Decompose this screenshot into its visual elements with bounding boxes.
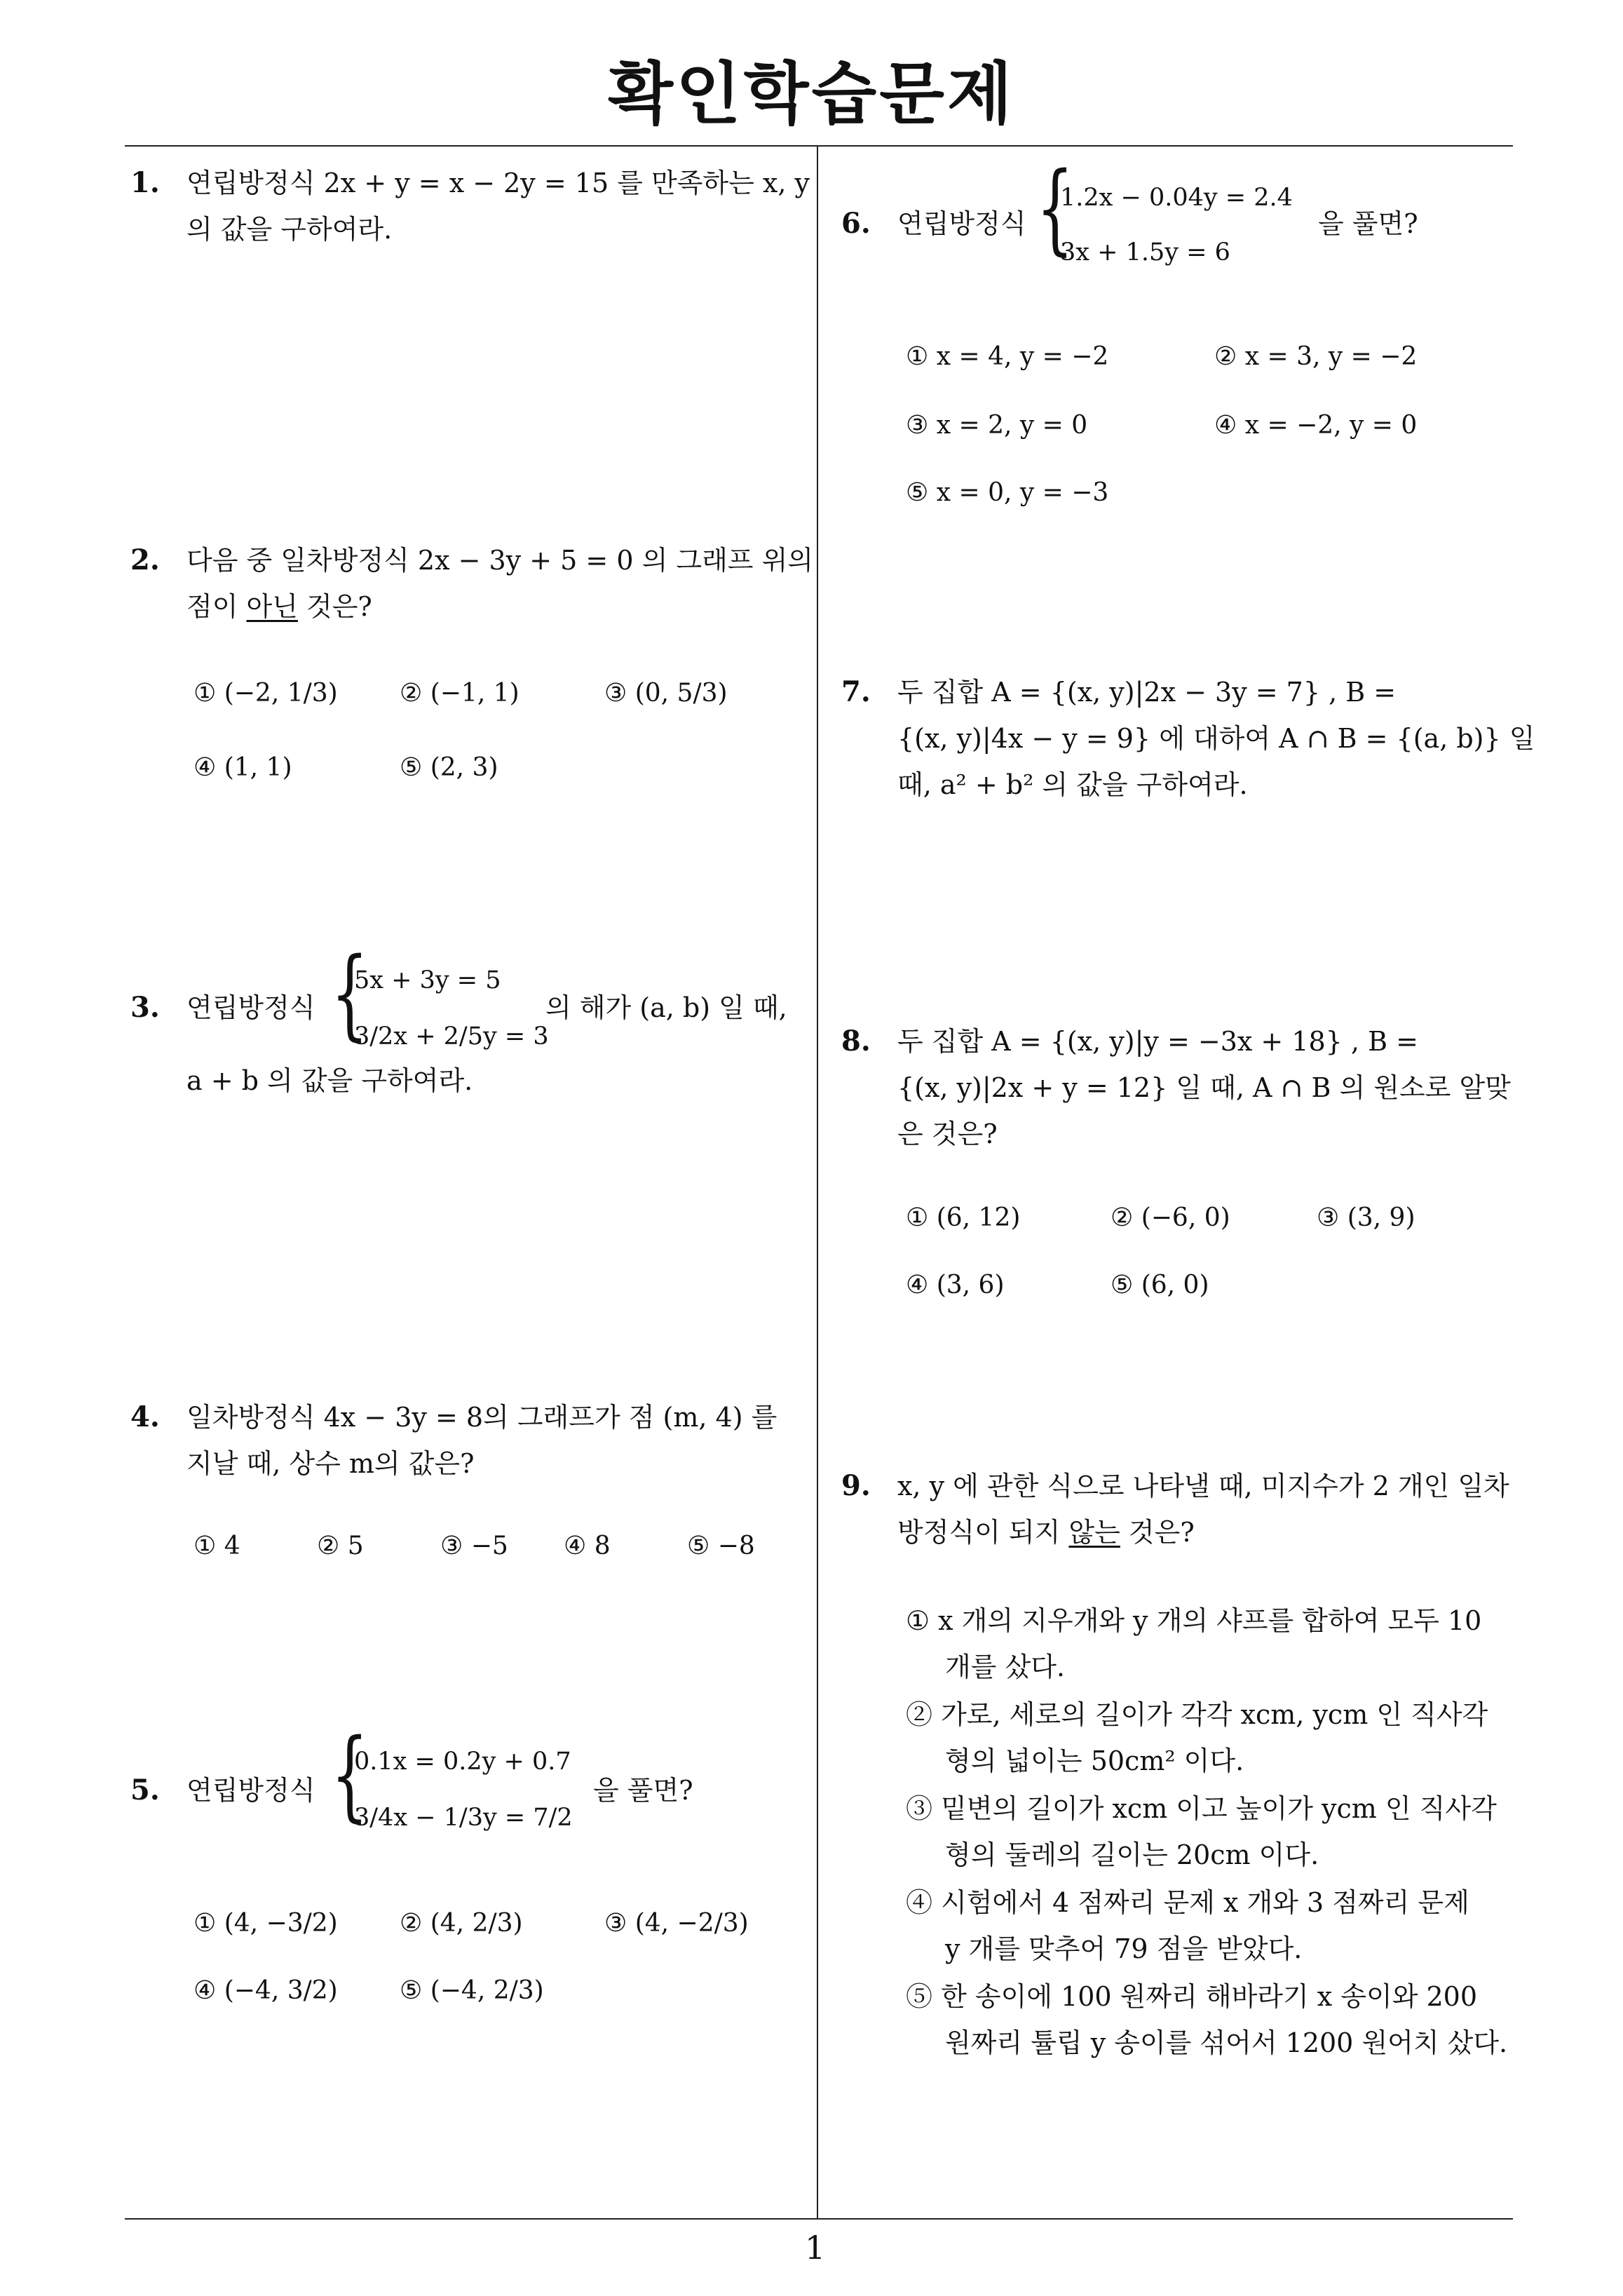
text-segment: 것은?: [297, 591, 372, 622]
option-text: ② 가로, 세로의 길이가 각각 xcm, ycm 인 직사각: [906, 1699, 1488, 1730]
question-text: 을 풀면?: [1318, 208, 1418, 239]
option-2[interactable]: ② (−1, 1): [400, 679, 520, 708]
option-1[interactable]: ① (6, 12): [906, 1203, 1021, 1232]
question-text: 연립방정식: [897, 208, 1026, 239]
question-2: [130, 537, 813, 622]
text-segment: 방정식이 되지: [897, 1517, 1069, 1548]
option-3[interactable]: ③ −5: [440, 1532, 508, 1560]
question-text: 의 값을 구하여라.: [186, 214, 393, 245]
system-equation-2: 3x + 1.5y = 6: [1060, 238, 1230, 266]
question-text: 두 집합 A = {(x, y)|2x − 3y = 7} , B =: [897, 677, 1397, 708]
system-equation-1: 0.1x = 0.2y + 0.7: [354, 1748, 571, 1776]
option-text: ③ 밑변의 길이가 xcm 이고 높이가 ycm 인 직사각: [906, 1793, 1497, 1824]
question-text: 연립방정식: [186, 1775, 315, 1806]
option-2[interactable]: [906, 1691, 1509, 1784]
question-7: [841, 669, 1535, 800]
option-2[interactable]: ② 5: [317, 1532, 364, 1560]
option-1[interactable]: ① 4: [193, 1532, 240, 1560]
bottom-rule: [125, 2218, 1513, 2220]
option-2[interactable]: ② (−6, 0): [1111, 1203, 1230, 1232]
system-equation-1: 5x + 3y = 5: [354, 966, 501, 994]
question-number: 8.: [841, 1025, 871, 1058]
option-text: 개를 샀다.: [945, 1652, 1065, 1682]
top-rule: [125, 145, 1513, 147]
system-equation-2: 3/4x − 1/3y = 7/2: [354, 1804, 573, 1832]
option-text: ⑤ 한 송이에 100 원짜리 해바라기 x 송이와 200: [906, 1981, 1478, 2012]
question-text: x, y 에 관한 식으로 나타낼 때, 미지수가 2 개인 일차: [897, 1471, 1509, 1501]
system-equation-2: 3/2x + 2/5y = 3: [354, 1022, 549, 1051]
option-1[interactable]: ① (−2, 1/3): [193, 679, 338, 708]
question-text: 을 풀면?: [593, 1775, 693, 1806]
option-5[interactable]: ⑤ (6, 0): [1111, 1271, 1209, 1299]
option-text: ④ 시험에서 4 점짜리 문제 x 개와 3 점짜리 문제: [906, 1887, 1469, 1918]
option-2[interactable]: ② (4, 2/3): [400, 1909, 523, 1938]
question-number: 1.: [130, 166, 160, 199]
option-4[interactable]: ④ (−4, 3/2): [193, 1976, 338, 2005]
option-text: ① x 개의 지우개와 y 개의 샤프를 합하여 모두 10: [906, 1605, 1482, 1636]
question-text: [186, 583, 372, 630]
question-number: 4.: [130, 1400, 160, 1433]
option-1[interactable]: ① (4, −3/2): [193, 1909, 338, 1938]
question-text: 일차방정식 4x − 3y = 8의 그래프가 점 (m, 4) 를: [186, 1402, 777, 1433]
option-2[interactable]: ② x = 3, y = −2: [1214, 342, 1418, 371]
question-9: [841, 1463, 1514, 1548]
question-4: [130, 1394, 803, 1479]
option-5[interactable]: ⑤ x = 0, y = −3: [906, 478, 1109, 507]
page-title: 확인학습문제: [608, 55, 1015, 133]
option-5[interactable]: ⑤ −8: [687, 1532, 755, 1560]
question-text: 연립방정식: [186, 992, 315, 1023]
question-text: 다음 중 일차방정식 2x − 3y + 5 = 0 의 그래프 위의: [186, 545, 813, 576]
option-text: 원짜리 튤립 y 송이를 섞어서 1200 원어치 샀다.: [945, 2027, 1508, 2058]
question-number: 7.: [841, 675, 871, 708]
option-4[interactable]: ④ (1, 1): [193, 753, 292, 782]
text-segment: 것은?: [1120, 1517, 1195, 1548]
question-text: 의 해가 (a, b) 일 때,: [545, 992, 787, 1023]
option-4[interactable]: ④ 8: [564, 1532, 611, 1560]
page-number: 1: [805, 2229, 826, 2267]
system-equation-1: 1.2x − 0.04y = 2.4: [1060, 184, 1293, 212]
option-5[interactable]: [906, 1973, 1509, 2066]
option-1[interactable]: [906, 1598, 1509, 1690]
option-5[interactable]: ⑤ (2, 3): [400, 753, 498, 782]
question-number: 5.: [130, 1774, 160, 1807]
question-text: 지날 때, 상수 m의 값은?: [186, 1448, 475, 1479]
question-text: 연립방정식 2x + y = x − 2y = 15 를 만족하는 x, y: [186, 168, 810, 198]
text-segment: 점이: [186, 591, 247, 622]
question-text: 때, a² + b² 의 값을 구하여라.: [897, 769, 1248, 800]
question-number: 6.: [841, 207, 871, 240]
question-text: 은 것은?: [897, 1119, 998, 1149]
option-4[interactable]: ④ x = −2, y = 0: [1214, 411, 1418, 440]
question-text: 두 집합 A = {(x, y)|y = −3x + 18} , B =: [897, 1026, 1418, 1057]
option-5[interactable]: ⑤ (−4, 2/3): [400, 1976, 544, 2005]
underlined-text: 아닌: [246, 591, 298, 622]
option-3[interactable]: [906, 1785, 1509, 1878]
system-brace: {: [331, 1718, 369, 1832]
option-3[interactable]: ③ (3, 9): [1317, 1203, 1415, 1232]
question-text: {(x, y)|4x − y = 9} 에 대하여 A ∩ B = {(a, b)} 일: [897, 723, 1535, 754]
question-8: [841, 1018, 1514, 1149]
question-text: [897, 1509, 1195, 1555]
system-brace: {: [331, 937, 369, 1051]
question-text: a + b 의 값을 구하여라.: [186, 1065, 473, 1096]
system-brace: {: [1036, 151, 1074, 266]
underlined-text: 않는: [1068, 1517, 1120, 1548]
question-number: 9.: [841, 1469, 871, 1502]
question-1: [130, 160, 810, 245]
option-3[interactable]: ③ (0, 5/3): [604, 679, 728, 708]
option-3[interactable]: ③ x = 2, y = 0: [906, 411, 1088, 440]
question-number: 2.: [130, 543, 160, 576]
option-text: 형의 넓이는 50cm² 이다.: [945, 1745, 1244, 1776]
question-number: 3.: [130, 991, 160, 1024]
option-3[interactable]: ③ (4, −2/3): [604, 1909, 749, 1938]
option-4[interactable]: ④ (3, 6): [906, 1271, 1005, 1299]
option-text: y 개를 맞추어 79 점을 받았다.: [945, 1933, 1303, 1964]
column-divider: [817, 146, 818, 2218]
question-text: {(x, y)|2x + y = 12} 일 때, A ∩ B 의 원소로 알맞: [897, 1072, 1511, 1103]
option-text: 형의 둘레의 길이는 20cm 이다.: [945, 1839, 1319, 1870]
option-4[interactable]: [906, 1879, 1509, 1972]
option-1[interactable]: ① x = 4, y = −2: [906, 342, 1109, 371]
